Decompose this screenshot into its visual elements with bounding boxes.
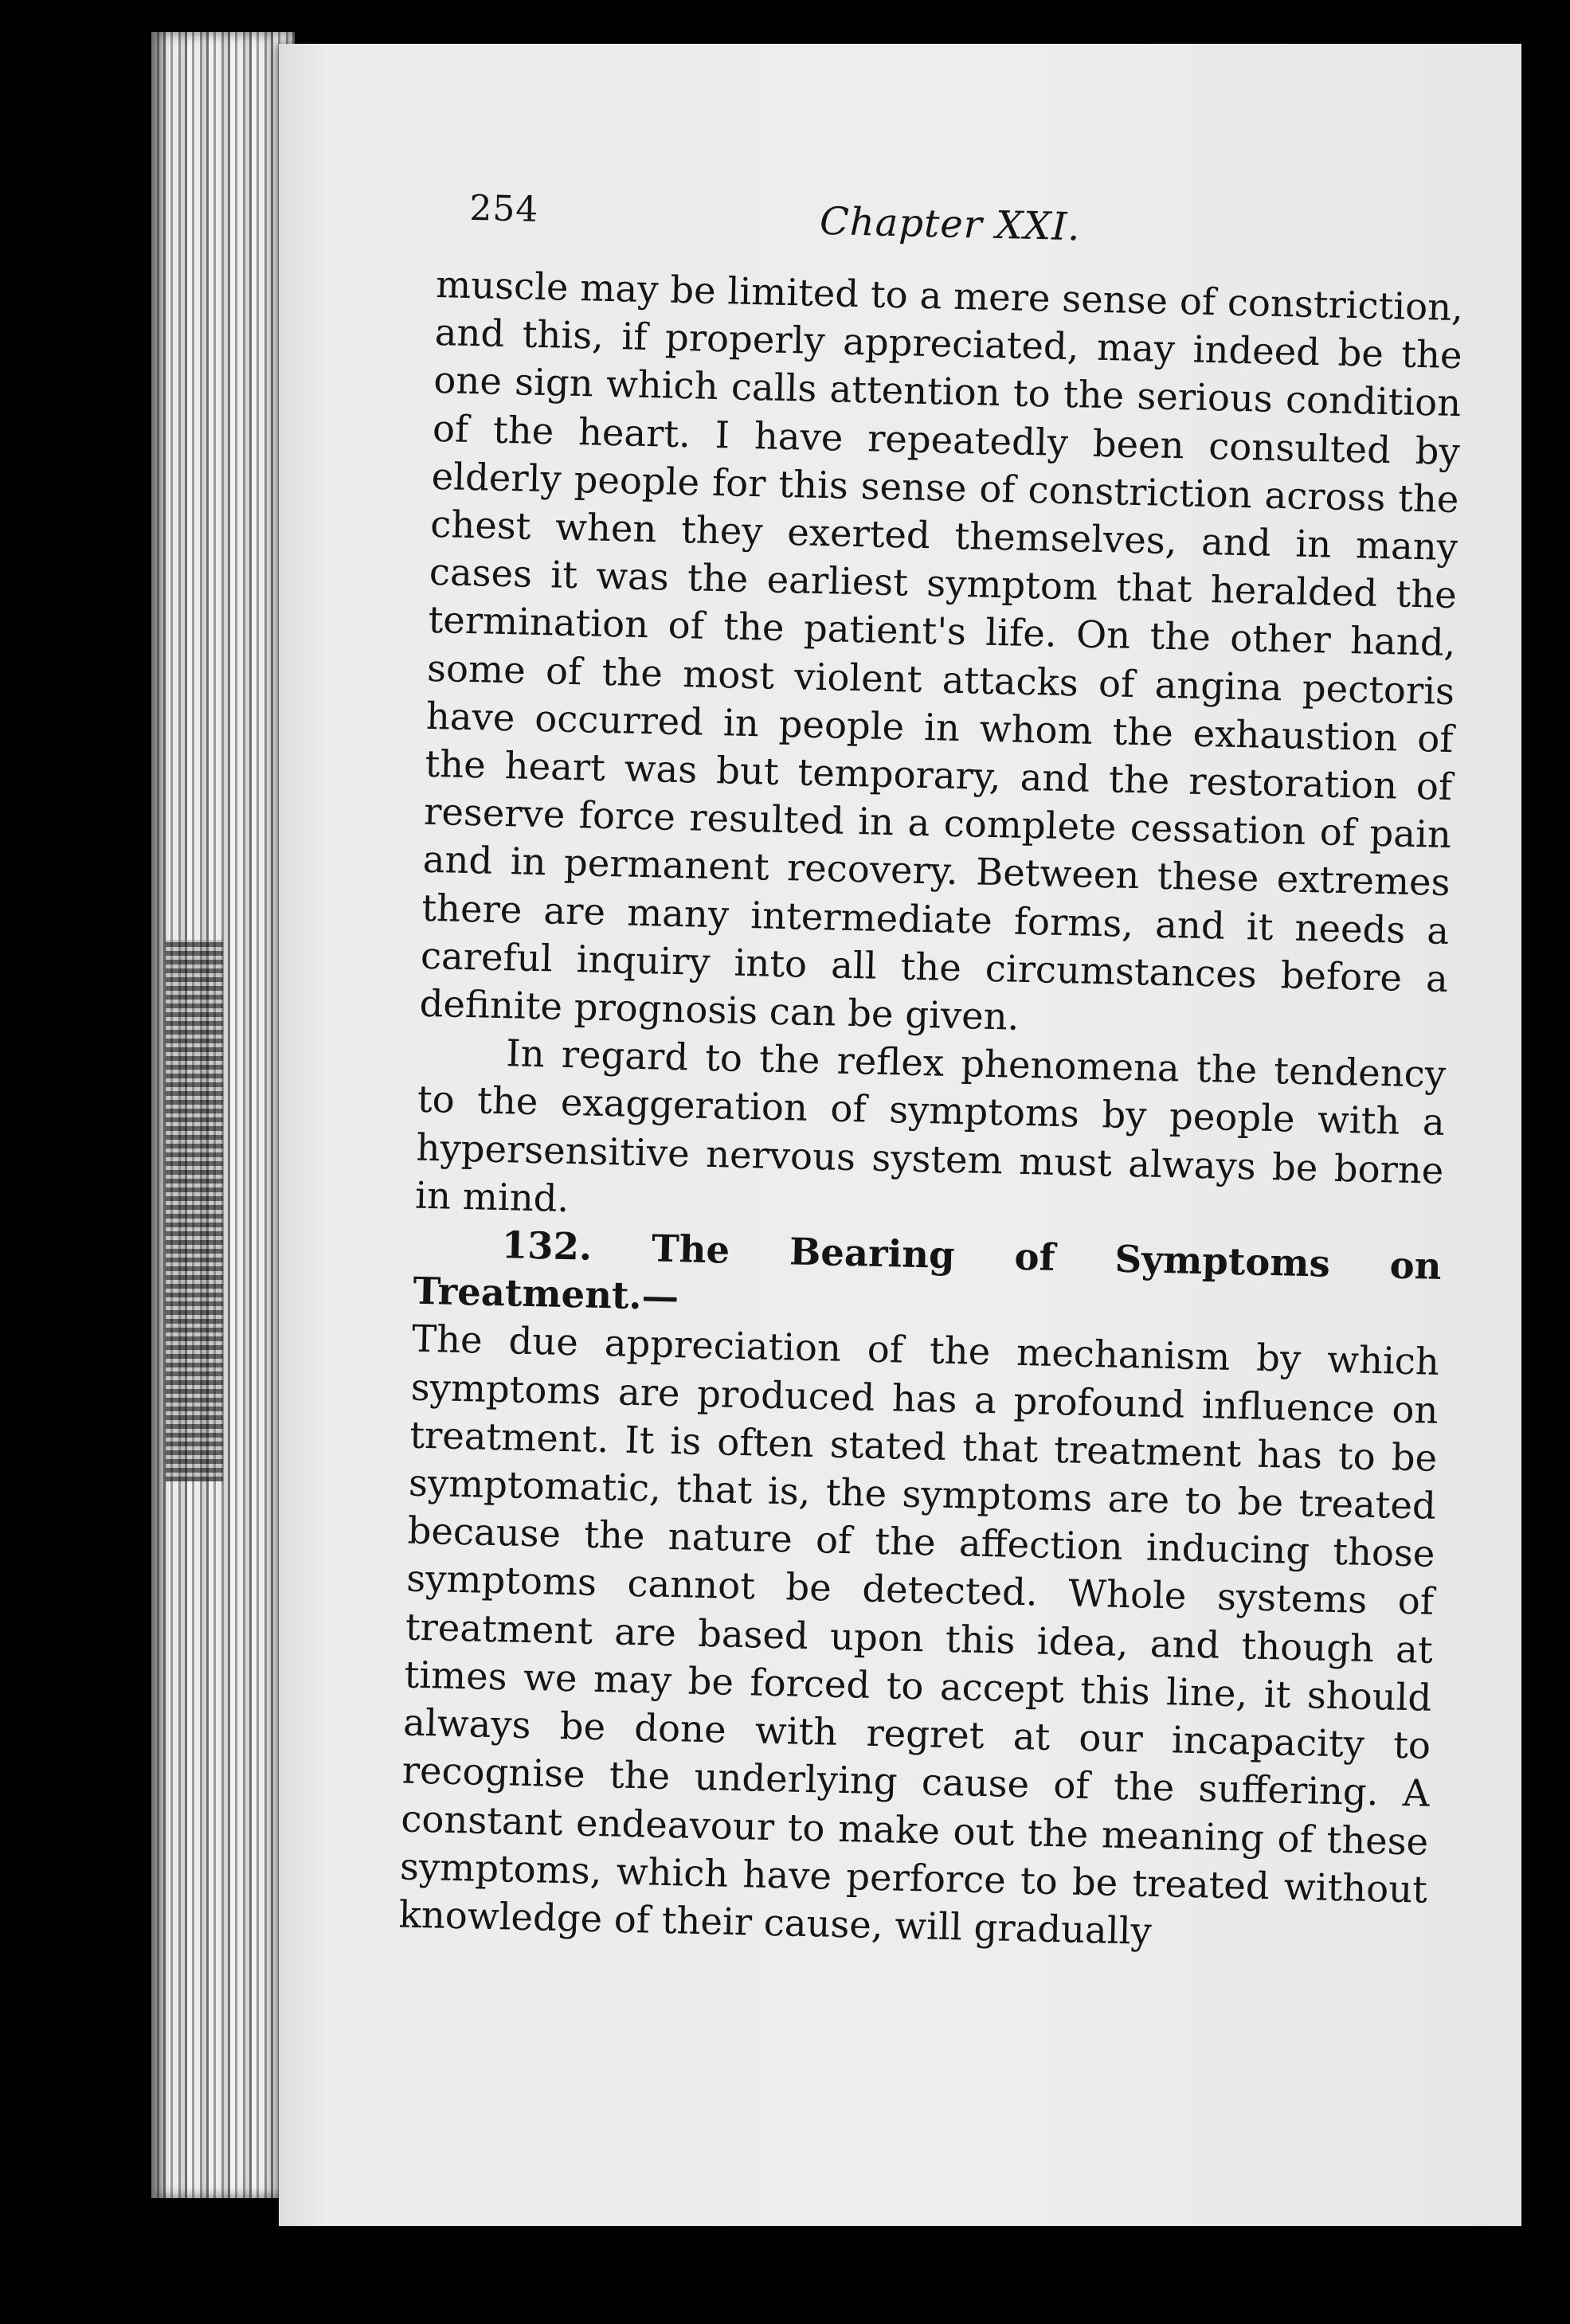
chapter-heading: Chapter XXI. — [819, 198, 1082, 250]
edge-stamp — [166, 940, 223, 1481]
page-number: 254 — [468, 187, 539, 230]
section-title: 132. The Bearing of Symptoms on Treatment.— — [412, 1223, 1443, 1319]
page-content — [398, 187, 1466, 1962]
book-page — [279, 44, 1521, 2226]
paragraph-1: muscle may be limited to a mere sense of constriction, and this, if properly appreciated, may indeed be the one sign which calls attention to the serious condition of the heart. I have repeatedly been consulted by elderly people for this sense of constriction across the chest when they exerted themselves, and in many cases it was the earliest symptom that heralded the termination of the patient's life. On the other hand, some of the most violent attacks of angina pectoris have occurred in people in whom the exhaustion of the heart was but temporary, and the restoration of reserve force resulted in a complete cessation of pain and in permanent recovery. Between these extremes there are many intermediate forms, and it needs a careful inquiry into all the circumstances before a definite prognosis can be given. — [419, 262, 1464, 1039]
paragraph-2: In regard to the reflex phenomena the tendency to the exaggeration of symptoms by people with a hypersensitive nervous system must always be borne in mind. — [414, 1031, 1447, 1220]
paragraph-3: The due appreciation of the mechanism by which symptoms are produced has a profound influence on treatment. It is often stated that treatment has to be symptomatic, that is, the symptoms are to be treated because the nature of the affection inducing those symptoms cannot be detected. Whole systems of treatment are based upon this idea, and though at times we may be forced to accept this line, it should always be done with regret at our incapacity to recognise the underlying cause of the suffering. A constant endeavour to make out the meaning of these symptoms, which have perforce to be treated without knowledge of their cause, will gradually — [398, 1317, 1440, 1953]
